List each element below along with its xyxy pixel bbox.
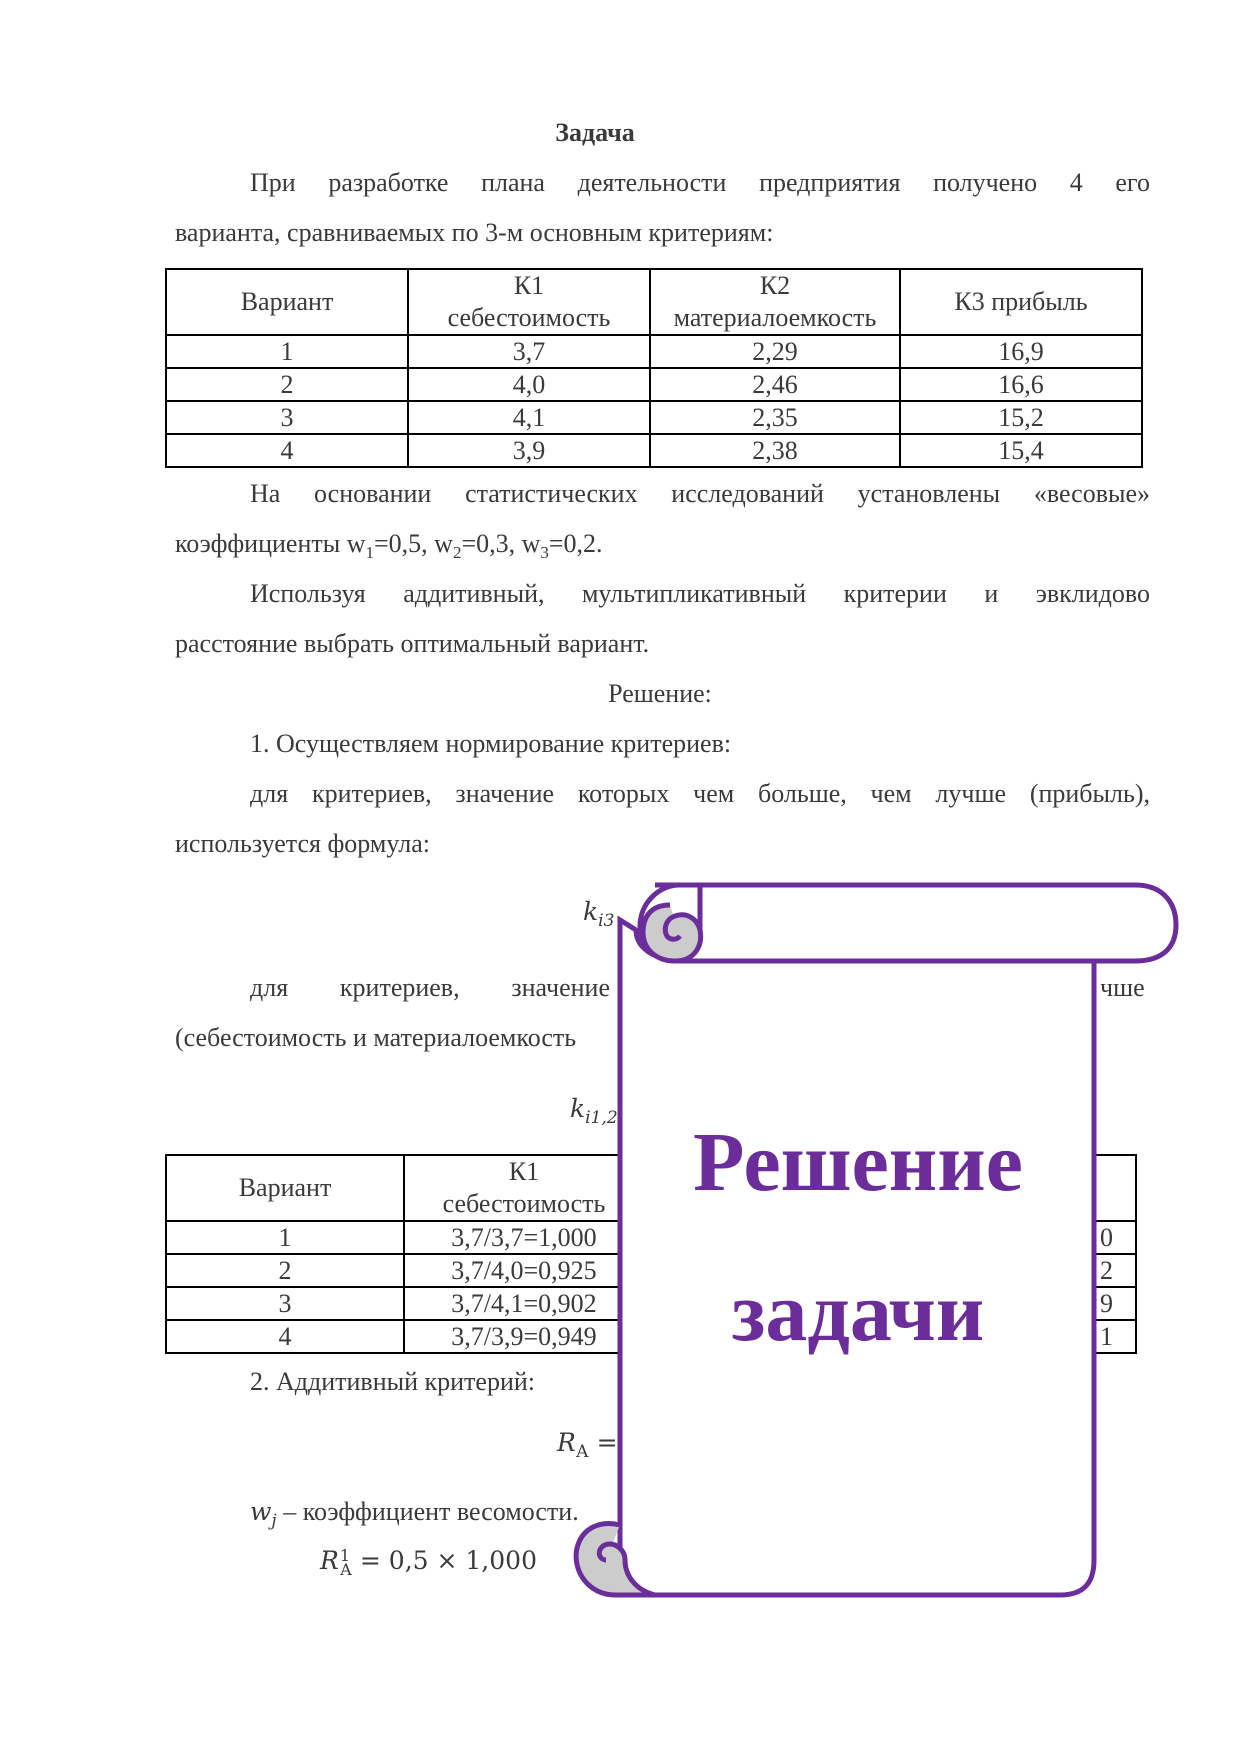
- table-cell: 1: [166, 335, 408, 368]
- scroll-body: [620, 920, 1094, 1595]
- step-2: 2. Аддитивный критерий:: [250, 1367, 535, 1396]
- table-cell: 2: [166, 368, 408, 401]
- table-cell: 3: [166, 401, 408, 434]
- word: значение: [511, 973, 610, 1002]
- word: При: [250, 168, 296, 197]
- weights-line-2: коэффициенты $w_1=0,5$, $w_2=0,3$, $w_3=0,2$.: [175, 529, 603, 563]
- formula-r-additive: $R_А$ =: [557, 1428, 618, 1462]
- table-cell: 1: [644, 1320, 1136, 1353]
- word: для: [250, 973, 289, 1002]
- header-k3: К3 прибыль: [900, 269, 1142, 335]
- word: критерии: [843, 579, 947, 608]
- formula-intro: используется формула:: [175, 829, 430, 858]
- formula-k-i3: $k_{i3}$: [583, 897, 615, 931]
- word: критериев,: [311, 779, 432, 808]
- table-cell: 4,1: [408, 401, 650, 434]
- word: мультипликативный: [581, 579, 807, 608]
- table-cell: 9: [644, 1287, 1136, 1320]
- table-cell: 2,29: [650, 335, 900, 368]
- word: лучше: [935, 779, 1007, 808]
- table-cell: 16,9: [900, 335, 1142, 368]
- solution-heading: Решение:: [608, 679, 712, 708]
- banner-title-line-1: Решение: [693, 1116, 1023, 1209]
- word: На: [250, 479, 281, 508]
- header-k1: К1 себестоимость: [408, 269, 650, 335]
- word: и: [984, 579, 999, 608]
- word: больше,: [757, 779, 847, 808]
- formula-r1-additive: R 1 А = 0,5 × 1,000: [320, 1545, 537, 1579]
- word: статистических: [465, 479, 638, 508]
- word: основании: [314, 479, 432, 508]
- word: получено: [933, 168, 1038, 197]
- table-cell: 3,7/4,0=0,925: [404, 1254, 644, 1287]
- header-k1: К1 себестоимость: [404, 1155, 644, 1221]
- table-cell: 4: [166, 1320, 404, 1353]
- table-cell: 2,35: [650, 401, 900, 434]
- word: чем: [870, 779, 912, 808]
- word: (прибыль),: [1029, 779, 1150, 808]
- weight-definition: $w_j$ – коэффициент весомости.: [250, 1497, 579, 1532]
- table-cell: 2,38: [650, 434, 900, 467]
- word: которых: [577, 779, 670, 808]
- table-cell: 4: [166, 434, 408, 467]
- word: значение: [455, 779, 555, 808]
- table-cell: 3: [166, 1287, 404, 1320]
- word: аддитивный,: [403, 579, 545, 608]
- table-cell: 3,7/3,9=0,949: [404, 1320, 644, 1353]
- word: 4: [1069, 168, 1083, 197]
- table-cell: 3,9: [408, 434, 650, 467]
- table-cell: 3,7/3,7=1,000: [404, 1221, 644, 1254]
- word: «весовые»: [1033, 479, 1150, 508]
- table-cell: 16,6: [900, 368, 1142, 401]
- method-line-2: расстояние выбрать оптимальный вариант.: [175, 629, 650, 658]
- scroll-top-roll: [640, 885, 1176, 961]
- word: деятельности: [577, 168, 727, 197]
- word: эвклидово: [1035, 579, 1150, 608]
- document-title: Задача: [555, 118, 635, 147]
- header-variant: Вариант: [166, 1155, 404, 1221]
- table-cell: 2,46: [650, 368, 900, 401]
- word: разработке: [328, 168, 449, 197]
- word: критериев,: [339, 973, 460, 1002]
- table-cell: 4,0: [408, 368, 650, 401]
- banner-title-line-2: задачи: [731, 1266, 985, 1359]
- table-cell: 15,2: [900, 401, 1142, 434]
- table-cell: 3,7: [408, 335, 650, 368]
- word: чем: [693, 779, 735, 808]
- word: предприятия: [759, 168, 901, 197]
- header-k2: К2 материалоемкость: [650, 269, 900, 335]
- word: плана: [481, 168, 545, 197]
- table-cell: 1: [166, 1221, 404, 1254]
- header-variant: Вариант: [166, 269, 408, 335]
- table-cell: 3,7/4,1=0,902: [404, 1287, 644, 1320]
- word: Используя: [250, 579, 366, 608]
- table-cell: 2: [166, 1254, 404, 1287]
- less-better-tail: чше: [1100, 973, 1145, 1002]
- table-cell: 2: [644, 1254, 1136, 1287]
- word: для: [250, 779, 289, 808]
- word: исследований: [671, 479, 824, 508]
- table-cell: 0: [644, 1221, 1136, 1254]
- word: установлены: [857, 479, 1001, 508]
- formula-k-i12: $k_{i1,2}$: [570, 1094, 618, 1128]
- less-better-line-2: (себестоимость и материалоемкость: [175, 1023, 577, 1052]
- table-cell: 15,4: [900, 434, 1142, 467]
- intro-line-2: варианта, сравниваемых по 3-м основным критериям:: [175, 218, 774, 247]
- step-1: 1. Осуществляем нормирование критериев:: [250, 729, 732, 758]
- word: его: [1115, 168, 1150, 197]
